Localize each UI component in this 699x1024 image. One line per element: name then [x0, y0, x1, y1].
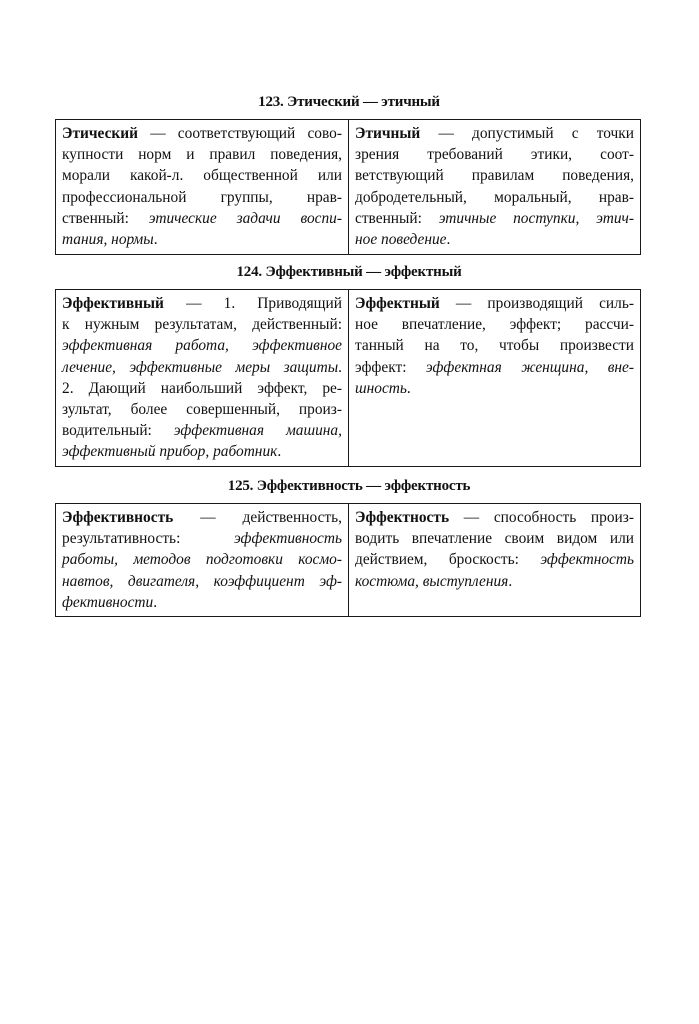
definition-line: [62, 229, 342, 250]
definition-line: [62, 528, 342, 549]
entry-heading-125: 125. Эффективность — эффектность: [227, 478, 471, 494]
headword: Эффективный: [62, 295, 164, 312]
headword: Эффективность: [62, 509, 174, 526]
headword: Эффектный: [355, 295, 440, 312]
definition-cell-left: [56, 504, 349, 616]
definition-cell-right: [349, 504, 640, 616]
definition-line: [62, 165, 342, 186]
definition-text: профессиональной группы, нрав-: [62, 188, 342, 206]
definition-line: [62, 293, 342, 314]
headword: Этический: [62, 125, 138, 142]
definition-text: ветствующий правилам поведения,: [355, 167, 634, 185]
definition-line: [62, 571, 342, 592]
headword: Этичный: [355, 125, 421, 142]
definition-cell-left: [56, 290, 349, 466]
definition-text: водительный:: [62, 422, 174, 440]
usage-example: эффектная женщина, вне-: [425, 358, 635, 376]
definition-text: купности норм и правил поведения,: [62, 146, 342, 164]
definition-text: действием, броскость:: [355, 551, 541, 569]
definition-line: [62, 208, 342, 229]
punctuation: .: [406, 379, 411, 397]
entry-table-125: [55, 503, 641, 617]
definition-text: водить впечатление своим видом или: [355, 530, 634, 548]
usage-example: эффективность: [233, 530, 342, 548]
usage-example: эффектность: [540, 551, 634, 569]
definition-text: результативность:: [62, 530, 234, 548]
definition-line: [355, 144, 634, 165]
definition-line: [62, 335, 342, 356]
definition-line: [62, 123, 342, 144]
definition-text: — производящий силь-: [439, 295, 634, 312]
definition-text: к нужным результатам, действенный:: [62, 316, 342, 334]
entry-table-123: [55, 119, 641, 255]
definition-line: [355, 571, 634, 592]
entry-table-124: [55, 289, 641, 467]
usage-example: эффективная работа, эффективное: [62, 337, 342, 355]
definition-text: — способность произ-: [449, 509, 634, 526]
definition-line: [62, 378, 342, 399]
punctuation: .: [153, 593, 158, 611]
usage-example: ное поведение: [355, 231, 447, 249]
definition-line: [355, 208, 634, 229]
definition-line: [62, 144, 342, 165]
definition-text: ное впечатление, эффект; рассчи-: [355, 316, 634, 334]
usage-example: эффективная машина,: [173, 422, 342, 440]
definition-cell-left: [56, 120, 349, 254]
definition-text: морали какой-л. общественной или: [62, 167, 342, 185]
usage-example: этические задачи воспи-: [148, 209, 342, 227]
definition-line: [62, 507, 342, 528]
usage-example: работы, методов подготовки космо-: [62, 551, 342, 569]
definition-line: [62, 399, 342, 420]
punctuation: .: [277, 443, 282, 461]
entry-heading-123: 123. Этический — этичный: [258, 94, 440, 110]
usage-example: костюма, выступления: [355, 572, 509, 590]
definition-text: — 1. Приводящий: [163, 295, 342, 312]
entry-heading-124: 124. Эффективный — эффектный: [236, 264, 462, 280]
definition-text: добродетельный, моральный, нрав-: [355, 188, 634, 206]
definition-line: [355, 165, 634, 186]
punctuation: .: [508, 572, 513, 590]
definition-line: [355, 314, 634, 335]
definition-line: [355, 229, 634, 250]
usage-example: фективности: [62, 593, 154, 611]
definition-text: зультат, более совершенный, произ-: [62, 401, 342, 419]
punctuation: .: [153, 231, 158, 249]
definition-line: [355, 335, 634, 356]
definition-line: [62, 549, 342, 570]
definition-cell-right: [349, 290, 640, 466]
definition-line: [355, 123, 634, 144]
definition-cell-right: [349, 120, 640, 254]
usage-example: эффективный прибор, работник: [62, 443, 278, 461]
definition-line: [355, 357, 634, 378]
definition-text: ственный:: [355, 209, 439, 227]
definition-text: — соответствующий сово-: [138, 125, 342, 142]
usage-example: лечение, эффективные меры защиты: [62, 358, 339, 376]
headword: Эффектность: [355, 509, 450, 526]
usage-example: тания, нормы: [62, 231, 154, 249]
definition-line: [62, 420, 342, 441]
punctuation: .: [338, 358, 342, 376]
definition-line: [355, 293, 634, 314]
definition-line: [355, 528, 634, 549]
definition-line: [62, 187, 342, 208]
definition-line: [62, 357, 342, 378]
usage-example: этичные поступки, этич-: [438, 209, 634, 227]
definition-text: — действенность,: [173, 509, 342, 526]
definition-line: [355, 187, 634, 208]
definition-line: [355, 549, 634, 570]
definition-line: [355, 378, 634, 399]
usage-example: навтов, двигателя, коэффициент эф-: [62, 572, 342, 590]
usage-example: шность: [355, 379, 407, 397]
definition-text: 2. Дающий наибольший эффект, ре-: [62, 379, 342, 397]
definition-line: [62, 441, 342, 462]
definition-text: ственный:: [62, 209, 149, 227]
punctuation: .: [446, 231, 451, 249]
definition-text: — допустимый с точки: [420, 125, 634, 142]
definition-text: эффект:: [355, 358, 426, 376]
definition-text: зрения требований этики, соот-: [355, 146, 634, 164]
definition-text: танный на то, чтобы произвести: [355, 337, 634, 355]
definition-line: [62, 314, 342, 335]
definition-line: [62, 592, 342, 613]
definition-line: [355, 507, 634, 528]
